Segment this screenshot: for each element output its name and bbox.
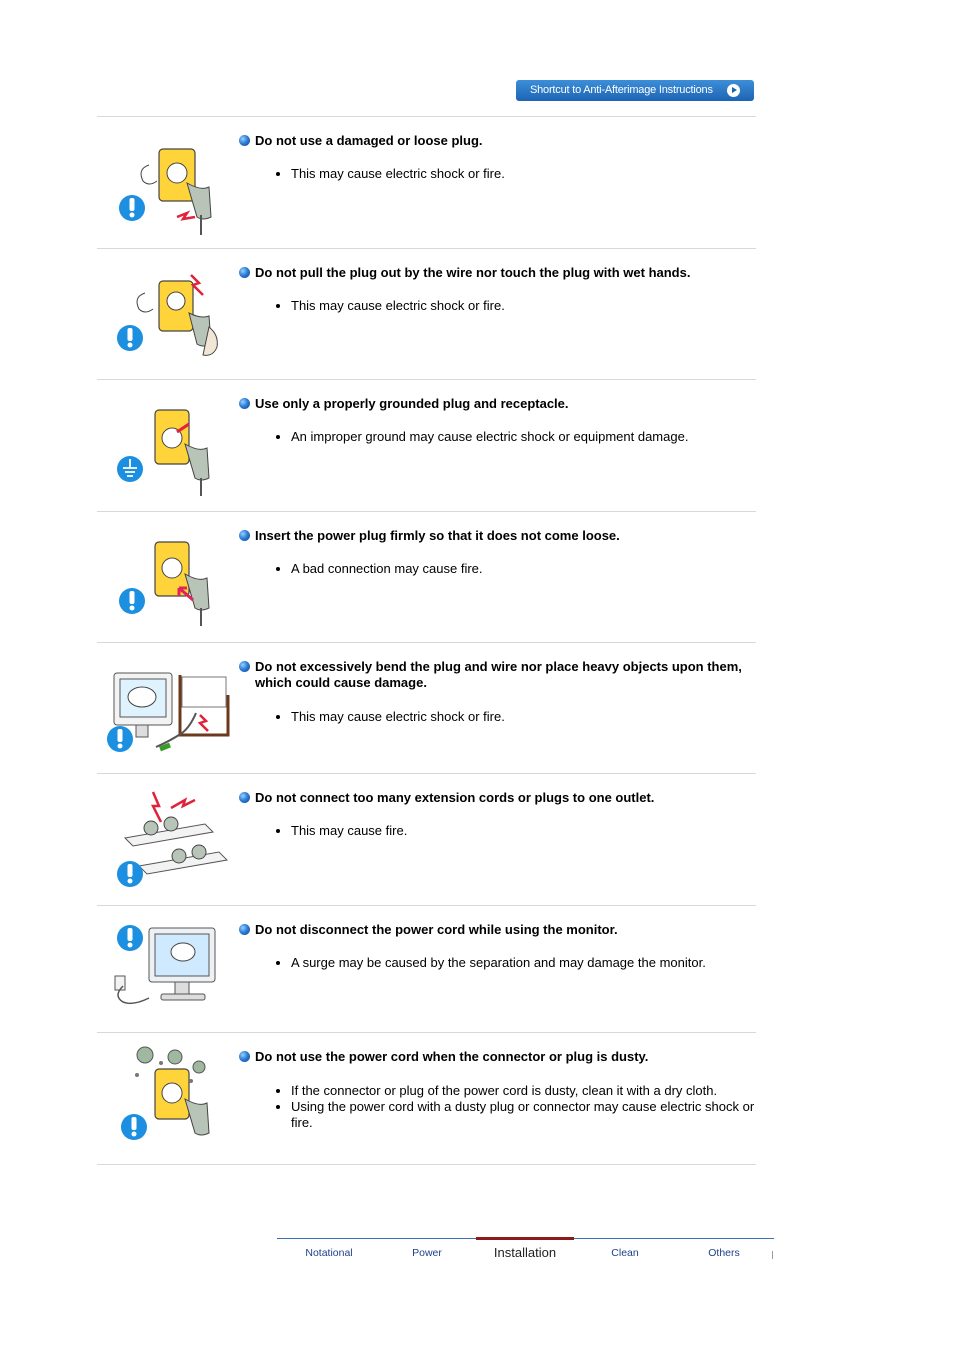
wet-hands-plug-illustration <box>105 257 233 371</box>
exclamation-icon <box>121 1114 147 1140</box>
safety-section-3 <box>97 379 756 511</box>
safety-section-6 <box>97 773 756 905</box>
safety-section-4 <box>97 511 756 642</box>
bullet-list <box>273 955 773 971</box>
exclamation-icon <box>119 588 145 614</box>
bullet-list <box>273 561 773 577</box>
list-item: • This may cause electric shock or fire. <box>291 166 773 182</box>
list-item: • This may cause electric shock or fire. <box>291 709 773 725</box>
list-item: • This may cause electric shock or fire. <box>291 298 773 314</box>
bullet-list <box>273 1083 773 1131</box>
list-item: • A bad connection may cause fire. <box>291 561 773 577</box>
ground-icon <box>117 456 143 482</box>
safety-section-2 <box>97 248 756 379</box>
tab-notational[interactable]: Notational <box>305 1247 353 1259</box>
section-heading: Do not excessively bend the plug and wire nor place heavy objects upon them, which could cause damage. <box>239 659 755 691</box>
exclamation-icon <box>107 726 133 752</box>
section-heading: Do not connect too many extension cords or plugs to one outlet. <box>239 790 755 806</box>
anti-afterimage-shortcut-button[interactable] <box>516 80 754 101</box>
tab-others[interactable]: Others <box>708 1247 740 1259</box>
monitor-disconnect-illustration <box>105 914 233 1028</box>
list-item: • If the connector or plug of the power cord is dusty, clean it with a dry cloth. <box>291 1083 773 1099</box>
blue-bullet-icon <box>239 267 250 278</box>
exclamation-icon <box>117 325 143 351</box>
blue-bullet-icon <box>239 530 250 541</box>
bullet-list <box>273 709 773 725</box>
bullet-list <box>273 166 773 182</box>
blue-bullet-icon <box>239 661 250 672</box>
tab-power[interactable]: Power <box>412 1247 442 1259</box>
bullet-list <box>273 823 773 839</box>
exclamation-icon <box>119 195 145 221</box>
blue-bullet-icon <box>239 1051 250 1062</box>
blue-bullet-icon <box>239 135 250 146</box>
section-heading: Do not pull the plug out by the wire nor touch the plug with wet hands. <box>239 265 755 281</box>
list-item: • A surge may be caused by the separation and may damage the monitor. <box>291 955 773 971</box>
tab-installation[interactable]: Installation <box>476 1237 574 1268</box>
list-item: • This may cause fire. <box>291 823 773 839</box>
safety-section-1 <box>97 116 756 248</box>
plug-firmly-illustration <box>105 520 233 634</box>
section-heading: Do not use a damaged or loose plug. <box>239 133 755 149</box>
exclamation-icon <box>117 861 143 887</box>
safety-section-8 <box>97 1032 756 1165</box>
bent-cord-illustration <box>103 651 233 765</box>
section-tab-bar <box>277 1238 774 1269</box>
blue-bullet-icon <box>239 924 250 935</box>
grounded-plug-illustration <box>105 388 233 502</box>
damaged-plug-illustration <box>105 125 233 239</box>
tab-separator <box>772 1251 773 1259</box>
section-heading: Do not disconnect the power cord while using the monitor. <box>239 922 755 938</box>
blue-bullet-icon <box>239 792 250 803</box>
play-arrow-icon <box>727 84 740 97</box>
shortcut-label: Shortcut to Anti-Afterimage Instructions <box>530 84 713 96</box>
list-item: • An improper ground may cause electric shock or equipment damage. <box>291 429 773 445</box>
section-heading: Use only a properly grounded plug and receptacle. <box>239 396 755 412</box>
bullet-list <box>273 298 773 314</box>
section-heading: Do not use the power cord when the connector or plug is dusty. <box>239 1049 755 1065</box>
overloaded-outlet-illustration <box>105 782 233 896</box>
section-heading: Insert the power plug firmly so that it does not come loose. <box>239 528 755 544</box>
safety-section-5 <box>97 642 756 773</box>
tab-clean[interactable]: Clean <box>611 1247 639 1259</box>
bullet-list <box>273 429 773 445</box>
dusty-plug-illustration <box>105 1041 233 1155</box>
list-item: • Using the power cord with a dusty plug or connector may cause electric shock or fire. <box>291 1099 773 1131</box>
safety-section-7 <box>97 905 756 1032</box>
exclamation-icon <box>117 925 143 951</box>
blue-bullet-icon <box>239 398 250 409</box>
